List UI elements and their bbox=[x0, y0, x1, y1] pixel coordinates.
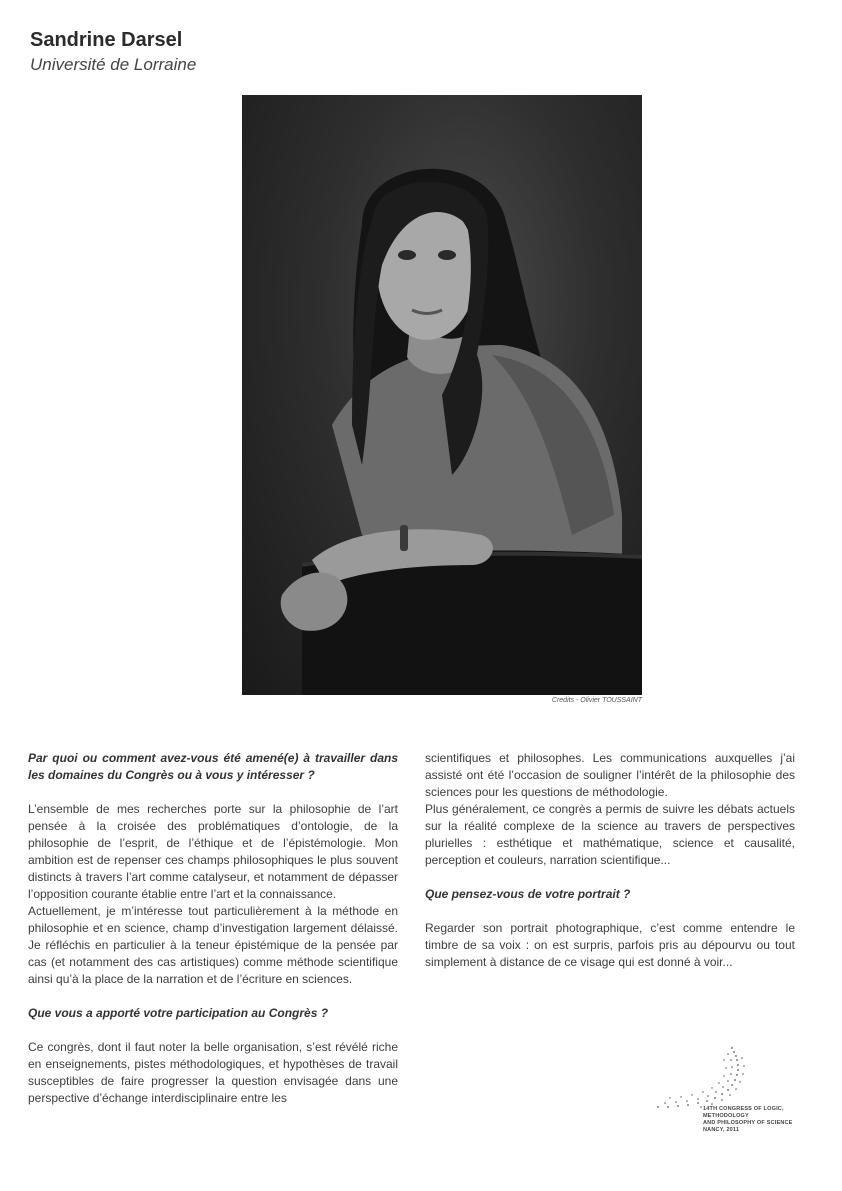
answer-1-paragraph-1: L’ensemble de mes recherches porte sur la philosophie de l’art pensée à la croisée des problématiques d’ontologie, de la philosophie de l’esprit, de l’éthique et de l’épistémologie. Mon ambition est de repenser ces champs philosophiques le plus souvent distincts à travers l’art comme catalyseur, et notamment de dépasser l’opposition courante établie entre l’art et la connaissance. bbox=[28, 802, 398, 901]
logo-line-3: AND PHILOSOPHY OF SCIENCE bbox=[703, 1120, 793, 1126]
question-2: Que vous a apporté votre participation au Congrès ? bbox=[28, 1006, 329, 1020]
left-column bbox=[28, 750, 398, 1107]
answer-3-paragraph-1: Regarder son portrait photographique, c’est comme entendre le timbre de sa voix : on est surpris, parfois pris au dépourvu ou tout simplement à distance de ce visage qui est donné à voir... bbox=[425, 921, 795, 969]
header bbox=[30, 28, 196, 76]
answer-2-paragraph-2: Plus généralement, ce congrès a permis de suivre les débats actuels sur la réalité complexe de la science au travers de perspectives plurielles : esthétique et mathématique, science et causalité, perception et couleurs, narration scientifique... bbox=[425, 802, 795, 867]
right-column bbox=[425, 750, 795, 971]
portrait-photo bbox=[242, 95, 642, 695]
answer-1-paragraph-2: Actuellement, je m’intéresse tout particulièrement à la méthode en philosophie et en science, champ d’investigation largement délaissé. Je réfléchis en particulier à la teneur épistémique de la pensée par cas (et notamment des cas artistiques) comme méthode scientifique ainsi qu’à la place de la narration et de l’écriture en sciences. bbox=[28, 904, 398, 986]
portrait-illustration bbox=[242, 95, 642, 695]
answer-2-paragraph-1-continued: scientifiques et philosophes. Les communications auxquelles j’ai assisté ont été l’occasion de souligner l’intérêt de la philosophie des sciences pour les questions de méthodologie. bbox=[425, 751, 795, 799]
photo-credits: Credits - Olivier TOUSSAINT bbox=[551, 697, 642, 704]
logo-line-4: NANCY, 2011 bbox=[703, 1127, 740, 1133]
question-1: Par quoi ou comment avez-vous été amené(e) à travailler dans les domaines du Congrès ou à vous y intéresser ? bbox=[28, 751, 398, 782]
author-name: Sandrine Darsel bbox=[30, 29, 183, 51]
congress-logo-text bbox=[703, 1106, 813, 1134]
author-affiliation: Université de Lorraine bbox=[30, 55, 197, 74]
logo-line-1: 14TH CONGRESS OF LOGIC, bbox=[703, 1106, 784, 1112]
logo-line-2: METHODOLOGY bbox=[703, 1113, 749, 1119]
answer-2-paragraph-1: Ce congrès, dont il faut noter la belle organisation, s’est révélé riche en enseignements, pistes méthodologiques, et hypothèses de travail susceptibles de faire progresser la question envisagée dans une perspective d’échange interdisciplinaire entre les bbox=[28, 1040, 398, 1105]
question-3: Que pensez-vous de votre portrait ? bbox=[425, 887, 631, 901]
